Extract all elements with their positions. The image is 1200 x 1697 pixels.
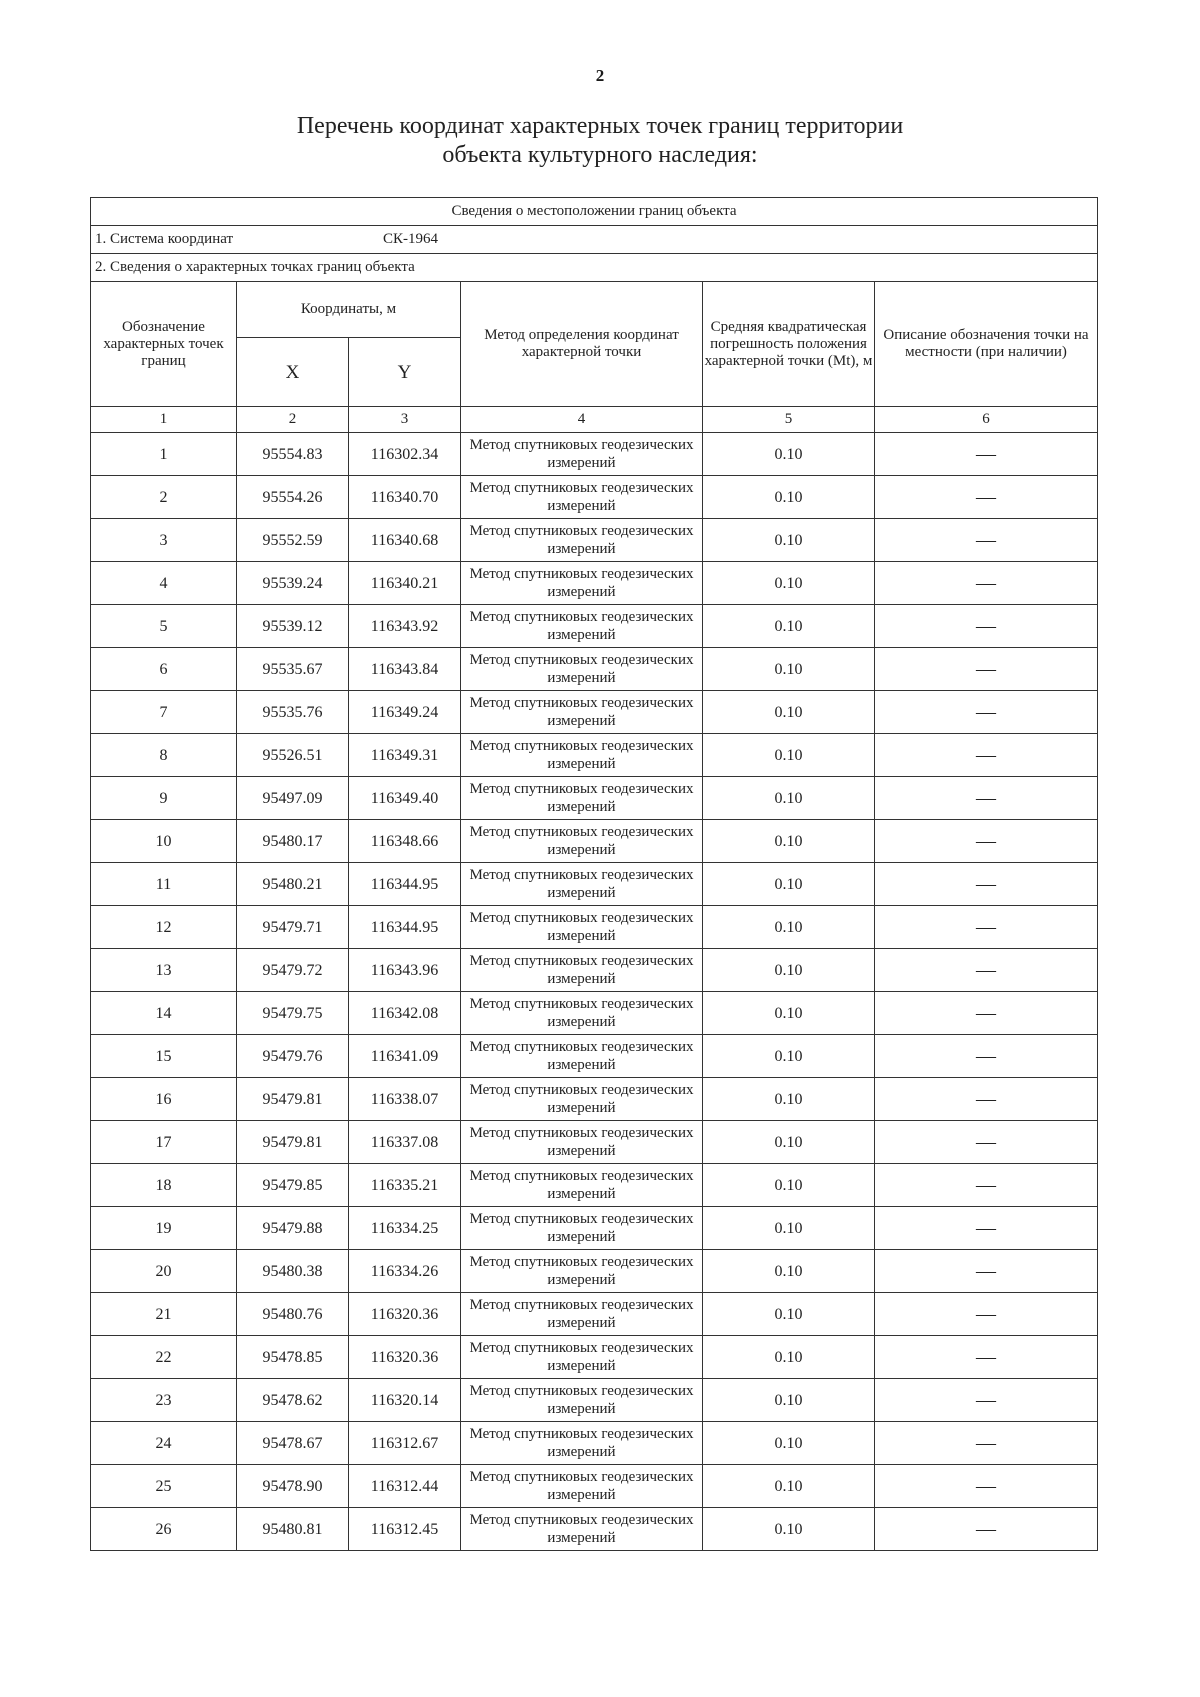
description-cell: — <box>875 1121 1098 1164</box>
coord-x: 95479.88 <box>237 1207 349 1250</box>
method-cell: Метод спутниковых геодезических измерений <box>461 820 703 863</box>
table-row <box>91 1422 1098 1465</box>
table-row <box>91 863 1098 906</box>
column-number: 5 <box>703 407 875 433</box>
coord-y: 116334.25 <box>349 1207 461 1250</box>
method-cell: Метод спутниковых геодезических измерений <box>461 949 703 992</box>
coord-x: 95535.67 <box>237 648 349 691</box>
description-cell: — <box>875 992 1098 1035</box>
method-cell: Метод спутниковых геодезических измерений <box>461 734 703 777</box>
error-value: 0.10 <box>703 777 875 820</box>
document-title <box>0 112 1200 170</box>
coord-system-value: СК-1964 <box>383 231 439 247</box>
table-row <box>91 1508 1098 1551</box>
error-value: 0.10 <box>703 1379 875 1422</box>
title-line-2: объекта культурного наследия: <box>442 142 758 168</box>
point-number: 2 <box>91 476 237 519</box>
method-cell: Метод спутниковых геодезических измерений <box>461 519 703 562</box>
points-section-title: 2. Сведения о характерных точках границ объекта <box>91 254 1098 282</box>
column-number: 1 <box>91 407 237 433</box>
table-row <box>91 433 1098 476</box>
coord-x: 95479.75 <box>237 992 349 1035</box>
description-cell: — <box>875 519 1098 562</box>
method-cell: Метод спутниковых геодезических измерений <box>461 1465 703 1508</box>
error-value: 0.10 <box>703 863 875 906</box>
description-cell: — <box>875 777 1098 820</box>
header-x: X <box>237 338 349 407</box>
point-number: 3 <box>91 519 237 562</box>
coord-y: 116349.31 <box>349 734 461 777</box>
point-number: 24 <box>91 1422 237 1465</box>
coord-y: 116312.44 <box>349 1465 461 1508</box>
description-cell: — <box>875 906 1098 949</box>
point-number: 21 <box>91 1293 237 1336</box>
error-value: 0.10 <box>703 734 875 777</box>
coord-x: 95554.26 <box>237 476 349 519</box>
point-number: 18 <box>91 1164 237 1207</box>
method-cell: Метод спутниковых геодезических измерений <box>461 562 703 605</box>
coord-y: 116344.95 <box>349 863 461 906</box>
description-cell: — <box>875 1336 1098 1379</box>
coord-y: 116335.21 <box>349 1164 461 1207</box>
table-row <box>91 476 1098 519</box>
coord-y: 116343.96 <box>349 949 461 992</box>
coord-y: 116343.84 <box>349 648 461 691</box>
method-cell: Метод спутниковых геодезических измерений <box>461 1379 703 1422</box>
point-number: 12 <box>91 906 237 949</box>
table-row <box>91 519 1098 562</box>
table-row <box>91 1207 1098 1250</box>
method-cell: Метод спутниковых геодезических измерений <box>461 1508 703 1551</box>
table-row <box>91 992 1098 1035</box>
coord-x: 95480.76 <box>237 1293 349 1336</box>
coord-y: 116312.67 <box>349 1422 461 1465</box>
header-designation: Обозначение характерных точек границ <box>91 282 237 407</box>
method-cell: Метод спутниковых геодезических измерений <box>461 1035 703 1078</box>
coord-x: 95479.85 <box>237 1164 349 1207</box>
description-cell: — <box>875 648 1098 691</box>
error-value: 0.10 <box>703 820 875 863</box>
coord-x: 95552.59 <box>237 519 349 562</box>
point-number: 6 <box>91 648 237 691</box>
coord-y: 116320.14 <box>349 1379 461 1422</box>
column-number: 3 <box>349 407 461 433</box>
coord-x: 95554.83 <box>237 433 349 476</box>
error-value: 0.10 <box>703 1207 875 1250</box>
point-number: 13 <box>91 949 237 992</box>
method-cell: Метод спутниковых геодезических измерений <box>461 648 703 691</box>
table-row <box>91 1121 1098 1164</box>
coord-y: 116343.92 <box>349 605 461 648</box>
method-cell: Метод спутниковых геодезических измерений <box>461 992 703 1035</box>
table-row <box>91 1379 1098 1422</box>
header-method: Метод определения координат характерной точки <box>461 282 703 407</box>
point-number: 14 <box>91 992 237 1035</box>
title-line-1: Перечень координат характерных точек границ территории <box>296 113 904 139</box>
method-cell: Метод спутниковых геодезических измерений <box>461 691 703 734</box>
coord-x: 95479.72 <box>237 949 349 992</box>
method-cell: Метод спутниковых геодезических измерений <box>461 1078 703 1121</box>
point-number: 11 <box>91 863 237 906</box>
coord-x: 95479.71 <box>237 906 349 949</box>
coord-y: 116341.09 <box>349 1035 461 1078</box>
coord-y: 116302.34 <box>349 433 461 476</box>
method-cell: Метод спутниковых геодезических измерений <box>461 1250 703 1293</box>
description-cell: — <box>875 1164 1098 1207</box>
method-cell: Метод спутниковых геодезических измерений <box>461 863 703 906</box>
method-cell: Метод спутниковых геодезических измерений <box>461 906 703 949</box>
coord-x: 95478.67 <box>237 1422 349 1465</box>
description-cell: — <box>875 433 1098 476</box>
description-cell: — <box>875 1293 1098 1336</box>
point-number: 25 <box>91 1465 237 1508</box>
error-value: 0.10 <box>703 519 875 562</box>
coord-y: 116344.95 <box>349 906 461 949</box>
description-cell: — <box>875 1207 1098 1250</box>
table-row <box>91 949 1098 992</box>
table-row <box>91 1336 1098 1379</box>
table-row <box>91 1465 1098 1508</box>
point-number: 7 <box>91 691 237 734</box>
method-cell: Метод спутниковых геодезических измерений <box>461 1164 703 1207</box>
header-error: Средняя квадратическая погрешность положения характерной точки (Mt), м <box>703 282 875 407</box>
error-value: 0.10 <box>703 1121 875 1164</box>
coord-x: 95478.90 <box>237 1465 349 1508</box>
coord-y: 116349.24 <box>349 691 461 734</box>
error-value: 0.10 <box>703 562 875 605</box>
coord-y: 116334.26 <box>349 1250 461 1293</box>
error-value: 0.10 <box>703 648 875 691</box>
coord-y: 116340.70 <box>349 476 461 519</box>
coord-x: 95539.24 <box>237 562 349 605</box>
coord-y: 116340.21 <box>349 562 461 605</box>
coord-system-label: 1. Система координат <box>95 231 234 247</box>
point-number: 19 <box>91 1207 237 1250</box>
error-value: 0.10 <box>703 1035 875 1078</box>
coord-x: 95480.21 <box>237 863 349 906</box>
point-number: 4 <box>91 562 237 605</box>
coord-system-row <box>91 226 1098 254</box>
page-number: 2 <box>595 66 605 85</box>
table-row <box>91 562 1098 605</box>
table-row <box>91 734 1098 777</box>
coord-x: 95478.62 <box>237 1379 349 1422</box>
error-value: 0.10 <box>703 949 875 992</box>
description-cell: — <box>875 734 1098 777</box>
point-number: 16 <box>91 1078 237 1121</box>
section-title: Сведения о местоположении границ объекта <box>91 198 1098 226</box>
header-y: Y <box>349 338 461 407</box>
coord-x: 95479.81 <box>237 1078 349 1121</box>
error-value: 0.10 <box>703 1293 875 1336</box>
coord-y: 116337.08 <box>349 1121 461 1164</box>
error-value: 0.10 <box>703 476 875 519</box>
point-number: 23 <box>91 1379 237 1422</box>
header-description: Описание обозначения точки на местности (при наличии) <box>875 282 1098 407</box>
table-row <box>91 1293 1098 1336</box>
description-cell: — <box>875 949 1098 992</box>
table-row <box>91 691 1098 734</box>
table-row <box>91 648 1098 691</box>
coord-y: 116320.36 <box>349 1336 461 1379</box>
column-number: 4 <box>461 407 703 433</box>
method-cell: Метод спутниковых геодезических измерений <box>461 605 703 648</box>
table-row <box>91 1164 1098 1207</box>
error-value: 0.10 <box>703 992 875 1035</box>
method-cell: Метод спутниковых геодезических измерений <box>461 476 703 519</box>
column-number: 6 <box>875 407 1098 433</box>
column-number: 2 <box>237 407 349 433</box>
coord-x: 95480.81 <box>237 1508 349 1551</box>
table-row <box>91 1078 1098 1121</box>
coord-x: 95535.76 <box>237 691 349 734</box>
description-cell: — <box>875 1379 1098 1422</box>
coord-y: 116342.08 <box>349 992 461 1035</box>
description-cell: — <box>875 1078 1098 1121</box>
method-cell: Метод спутниковых геодезических измерений <box>461 1293 703 1336</box>
method-cell: Метод спутниковых геодезических измерений <box>461 433 703 476</box>
point-number: 20 <box>91 1250 237 1293</box>
coord-y: 116320.36 <box>349 1293 461 1336</box>
point-number: 26 <box>91 1508 237 1551</box>
point-number: 10 <box>91 820 237 863</box>
coord-x: 95526.51 <box>237 734 349 777</box>
method-cell: Метод спутниковых геодезических измерений <box>461 1336 703 1379</box>
header-coordinates: Координаты, м <box>237 282 461 338</box>
method-cell: Метод спутниковых геодезических измерений <box>461 1207 703 1250</box>
table-row <box>91 777 1098 820</box>
error-value: 0.10 <box>703 1336 875 1379</box>
table-row <box>91 906 1098 949</box>
error-value: 0.10 <box>703 1164 875 1207</box>
coord-x: 95479.76 <box>237 1035 349 1078</box>
description-cell: — <box>875 1508 1098 1551</box>
point-number: 9 <box>91 777 237 820</box>
description-cell: — <box>875 863 1098 906</box>
coord-y: 116340.68 <box>349 519 461 562</box>
error-value: 0.10 <box>703 1250 875 1293</box>
description-cell: — <box>875 1422 1098 1465</box>
point-number: 1 <box>91 433 237 476</box>
coord-x: 95480.38 <box>237 1250 349 1293</box>
error-value: 0.10 <box>703 906 875 949</box>
description-cell: — <box>875 562 1098 605</box>
point-number: 17 <box>91 1121 237 1164</box>
table-row <box>91 820 1098 863</box>
error-value: 0.10 <box>703 1078 875 1121</box>
coord-x: 95480.17 <box>237 820 349 863</box>
description-cell: — <box>875 1465 1098 1508</box>
description-cell: — <box>875 476 1098 519</box>
method-cell: Метод спутниковых геодезических измерений <box>461 1422 703 1465</box>
description-cell: — <box>875 1250 1098 1293</box>
method-cell: Метод спутниковых геодезических измерений <box>461 1121 703 1164</box>
coord-x: 95479.81 <box>237 1121 349 1164</box>
table-row <box>91 1035 1098 1078</box>
coord-x: 95497.09 <box>237 777 349 820</box>
coord-y: 116312.45 <box>349 1508 461 1551</box>
coord-y: 116349.40 <box>349 777 461 820</box>
error-value: 0.10 <box>703 605 875 648</box>
table-row <box>91 1250 1098 1293</box>
point-number: 15 <box>91 1035 237 1078</box>
coord-y: 116348.66 <box>349 820 461 863</box>
table-row <box>91 605 1098 648</box>
coordinates-table <box>90 197 1098 1551</box>
error-value: 0.10 <box>703 1422 875 1465</box>
point-number: 8 <box>91 734 237 777</box>
error-value: 0.10 <box>703 691 875 734</box>
point-number: 5 <box>91 605 237 648</box>
coord-x: 95539.12 <box>237 605 349 648</box>
error-value: 0.10 <box>703 1465 875 1508</box>
description-cell: — <box>875 820 1098 863</box>
point-number: 22 <box>91 1336 237 1379</box>
error-value: 0.10 <box>703 1508 875 1551</box>
method-cell: Метод спутниковых геодезических измерений <box>461 777 703 820</box>
description-cell: — <box>875 691 1098 734</box>
coord-x: 95478.85 <box>237 1336 349 1379</box>
coord-y: 116338.07 <box>349 1078 461 1121</box>
description-cell: — <box>875 1035 1098 1078</box>
error-value: 0.10 <box>703 433 875 476</box>
description-cell: — <box>875 605 1098 648</box>
